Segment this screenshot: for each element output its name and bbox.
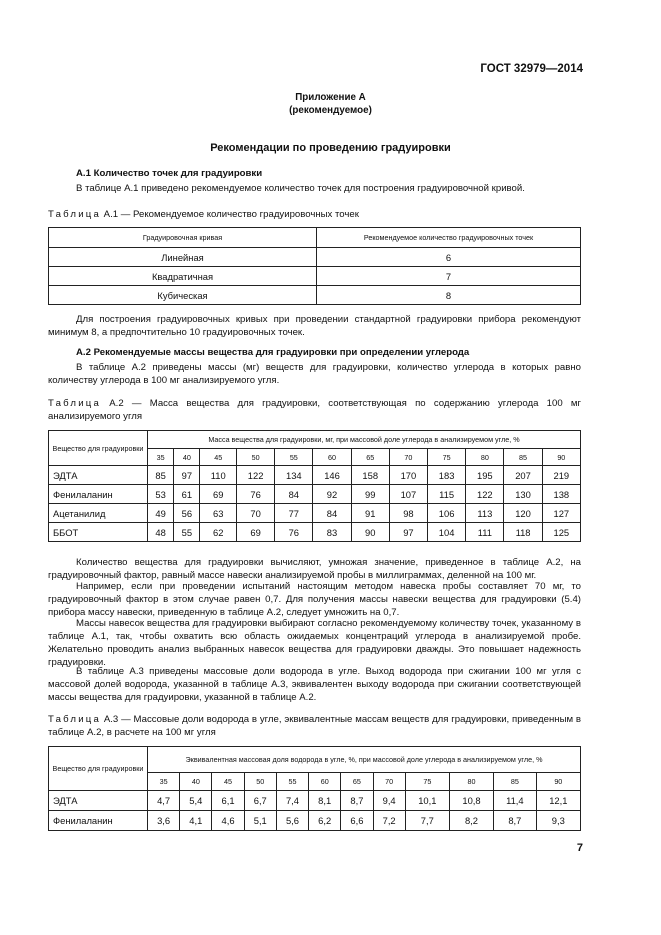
table2-cell: 125: [542, 523, 580, 542]
page-number: 7: [576, 842, 583, 854]
table3-col-header: 75: [405, 773, 449, 791]
table2-cell: 158: [351, 466, 389, 485]
table-row: [49, 504, 581, 523]
table2-cell: 76: [275, 523, 313, 542]
table2-col-header: 65: [351, 449, 389, 466]
paragraph-example: Например, если при проведении испытаний настоящим методом навеска пробы составляет 70 мг, то градуировочный фактор в этом случае равен 0,7. Для получения массы навески вещества для градуировки (5.4) прибора массу навески, приведенную в таблице А.2, следует умножить на 0,7.: [48, 581, 581, 618]
paragraph-hydrogen: В таблице А.3 приведены массовые доли водорода в угле. Выход водорода при сжигании 100 мг угля с массовой долей водорода, указанной в таблице А.3, эквивалентен выходу водорода при сжигании соответствующей массы вещества для градуировки, указанной в таблице А.2.: [48, 666, 581, 703]
table2-col-header: 85: [504, 449, 542, 466]
table2-cell: 207: [504, 466, 542, 485]
paragraph-calc: Количество вещества для градуировки вычисляют, умножая значение, приведенное в таблице А.2, на градуировочный фактор, равный массе навески анализируемой пробы в миллиграммах, деленной на 100 мг.: [48, 557, 581, 581]
table2-cell: 91: [351, 504, 389, 523]
paragraph-choice: Массы навесок вещества для градуировки выбирают согласно рекомендуемому количеству точек, указанному в таблице А.1, так, чтобы охватить всю область ожидаемых концентраций углерода в анализируемой пробе. Желательно проводить анализ выбранных навесок вещества для градуировки дважды. Это повышает надежность градуировки.: [48, 618, 581, 668]
table2-col-header: 70: [389, 449, 427, 466]
section-a2-heading: А.2 Рекомендуемые массы вещества для градуировки при определении углерода: [76, 347, 470, 358]
table3-cell: 4,6: [212, 811, 244, 831]
table2-cell: 122: [466, 485, 504, 504]
table2-substance: Ацетанилид: [49, 504, 148, 523]
table3-col-header: 90: [536, 773, 580, 791]
table3-substance: ЭДТА: [49, 791, 148, 811]
table2-cell: 110: [200, 466, 237, 485]
table3-cell: 8,1: [309, 791, 341, 811]
table1-cell: 6: [317, 248, 581, 267]
table3-cell: 6,7: [244, 791, 276, 811]
table3-col-header: 65: [341, 773, 373, 791]
standard-number: ГОСТ 32979—2014: [480, 63, 583, 75]
table3-group-header: Эквивалентная массовая доля водорода в угле, %, при массовой доле углерода в анализируемом угле, %: [148, 747, 581, 773]
table3-cell: 8,2: [449, 811, 493, 831]
table2-cell: 118: [504, 523, 542, 542]
table2-cell: 56: [174, 504, 200, 523]
table3-cell: 6,2: [309, 811, 341, 831]
table3-col-header: 55: [276, 773, 308, 791]
table-row: [49, 811, 581, 831]
table2-cell: 130: [504, 485, 542, 504]
table2-cell: 69: [200, 485, 237, 504]
table3-caption-text: А.3 — Массовые доли водорода в угле, эквивалентные массам веществ для градуировки, приведенным в таблице А.2, в расчете на 100 мг угля: [48, 714, 581, 738]
table1-cell: 7: [317, 267, 581, 286]
table3-cell: 10,1: [405, 791, 449, 811]
table1-cell: Кубическая: [49, 286, 317, 305]
table-row: [49, 523, 581, 542]
table2-cell: 85: [148, 466, 174, 485]
table1-cell: Квадратичная: [49, 267, 317, 286]
table2-cell: 134: [275, 466, 313, 485]
appendix-title: Приложение А: [295, 92, 366, 103]
table2-col-header: 90: [542, 449, 580, 466]
table2-cell: 183: [428, 466, 466, 485]
table2-col-header: 35: [148, 449, 174, 466]
table-a2: [48, 430, 581, 542]
table3-col-header: 80: [449, 773, 493, 791]
table3-substance: Фенилаланин: [49, 811, 148, 831]
table2-cell: 48: [148, 523, 174, 542]
table3-cell: 6,6: [341, 811, 373, 831]
table2-cell: 61: [174, 485, 200, 504]
table3-cell: 9,4: [373, 791, 405, 811]
table2-cell: 104: [428, 523, 466, 542]
table1-caption: [48, 208, 581, 221]
table2-substance: ББОТ: [49, 523, 148, 542]
table-row: [49, 466, 581, 485]
paragraph-min-points: Для построения градуировочных кривых при проведении стандартной градуировки прибора рекомендуют минимум 8, а предпочтительно 10 градуировочных точек.: [48, 314, 581, 338]
table2-cell: 107: [389, 485, 427, 504]
table2-cell: 69: [237, 523, 275, 542]
table1-cell: Линейная: [49, 248, 317, 267]
table2-cell: 62: [200, 523, 237, 542]
table3-col-header: 50: [244, 773, 276, 791]
table2-cell: 84: [313, 504, 351, 523]
table2-cell: 84: [275, 485, 313, 504]
table2-substance: Фенилаланин: [49, 485, 148, 504]
appendix-subtitle: (рекомендуемое): [289, 105, 372, 116]
table2-cell: 49: [148, 504, 174, 523]
table3-caption-prefix: Таблица: [48, 714, 102, 725]
table2-cell: 77: [275, 504, 313, 523]
table3-cell: 8,7: [341, 791, 373, 811]
table2-cell: 195: [466, 466, 504, 485]
table3-col-header: 85: [494, 773, 537, 791]
table2-cell: 115: [428, 485, 466, 504]
table3-col-header: 70: [373, 773, 405, 791]
section-a1-heading: А.1 Количество точек для градуировки: [76, 168, 263, 179]
table2-cell: 138: [542, 485, 580, 504]
table2-cell: 146: [313, 466, 351, 485]
table3-cell: 5,1: [244, 811, 276, 831]
table3-cell: 12,1: [536, 791, 580, 811]
table-row: [49, 791, 581, 811]
table2-cell: 106: [428, 504, 466, 523]
table2-col-header: 60: [313, 449, 351, 466]
table2-cell: 120: [504, 504, 542, 523]
table2-caption-prefix: Таблица: [48, 398, 102, 409]
table2-col-header: 40: [174, 449, 200, 466]
table2-cell: 127: [542, 504, 580, 523]
table3-col-header: 60: [309, 773, 341, 791]
table3-col0-header: Вещество для градуировки: [49, 747, 148, 791]
table3-cell: 4,7: [148, 791, 180, 811]
table3-caption: [48, 713, 581, 739]
table2-col-header: 80: [466, 449, 504, 466]
table2-cell: 55: [174, 523, 200, 542]
table2-cell: 76: [237, 485, 275, 504]
table2-cell: 122: [237, 466, 275, 485]
table3-col-header: 40: [180, 773, 212, 791]
table2-cell: 63: [200, 504, 237, 523]
table2-substance: ЭДТА: [49, 466, 148, 485]
table3-cell: 10,8: [449, 791, 493, 811]
table3-col-header: 35: [148, 773, 180, 791]
table2-cell: 90: [351, 523, 389, 542]
table2-col-header: 50: [237, 449, 275, 466]
table2-cell: 111: [466, 523, 504, 542]
table1-cell: 8: [317, 286, 581, 305]
table2-cell: 113: [466, 504, 504, 523]
table3-cell: 11,4: [494, 791, 537, 811]
table2-col0-header: Вещество для градуировки: [49, 431, 148, 466]
table3-col-header: 45: [212, 773, 244, 791]
table3-cell: 5,4: [180, 791, 212, 811]
table3-cell: 3,6: [148, 811, 180, 831]
table2-caption-text: А.2 — Масса вещества для градуировки, соответствующая по содержанию углерода 100 мг анализируемого угля: [48, 398, 581, 422]
table2-cell: 97: [174, 466, 200, 485]
table2-col-header: 45: [200, 449, 237, 466]
table3-cell: 7,2: [373, 811, 405, 831]
table2-cell: 219: [542, 466, 580, 485]
table2-caption: [48, 397, 581, 423]
table-row: [49, 485, 581, 504]
table1-caption-text: А.1 — Рекомендуемое количество градуировочных точек: [101, 209, 359, 220]
table2-cell: 97: [389, 523, 427, 542]
table2-group-header: Масса вещества для градуировки, мг, при массовой доле углерода в анализируемом угле, %: [148, 431, 581, 449]
table1-header-curve: Градуировочная кривая: [49, 228, 317, 248]
table-a3: [48, 746, 581, 831]
table3-cell: 6,1: [212, 791, 244, 811]
table3-cell: 8,7: [494, 811, 537, 831]
table1-caption-prefix: Таблица: [48, 209, 102, 220]
table2-cell: 53: [148, 485, 174, 504]
table3-cell: 4,1: [180, 811, 212, 831]
table2-cell: 83: [313, 523, 351, 542]
table2-cell: 98: [389, 504, 427, 523]
main-title: Рекомендации по проведению градуировки: [210, 142, 451, 154]
table2-cell: 92: [313, 485, 351, 504]
table-a1: [48, 227, 581, 305]
table2-col-header: 55: [275, 449, 313, 466]
table2-col-header: 75: [428, 449, 466, 466]
table3-cell: 5,6: [276, 811, 308, 831]
table2-cell: 99: [351, 485, 389, 504]
section-a2-text: В таблице А.2 приведены массы (мг) веществ для градуировки, количество углерода в которых равно количеству углерода в 100 мг анализируемого угля.: [48, 362, 581, 386]
table3-cell: 7,7: [405, 811, 449, 831]
table3-cell: 7,4: [276, 791, 308, 811]
table1-header-points: Рекомендуемое количество градуировочных точек: [317, 228, 581, 248]
table2-cell: 70: [237, 504, 275, 523]
table2-cell: 170: [389, 466, 427, 485]
section-a1-text: В таблице А.1 приведено рекомендуемое количество точек для построения градуировочной кривой.: [76, 183, 525, 194]
table3-cell: 9,3: [536, 811, 580, 831]
